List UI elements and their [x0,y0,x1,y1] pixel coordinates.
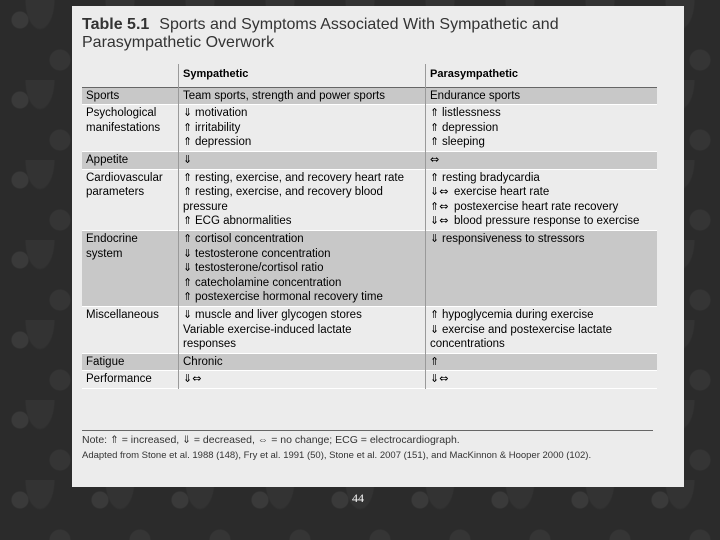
row-label-line: Endocrine [86,232,138,245]
table-title [82,16,672,52]
change-arrow-icon: ⇑ [183,170,193,184]
table-row [82,105,657,152]
change-arrow-icon: ⇓ [430,231,440,245]
row-label-line: Fatigue [86,355,125,368]
sympathetic-text: depression [195,136,252,149]
sympathetic-line [183,308,421,323]
parasympathetic-line [430,135,653,150]
parasympathetic-text: listlessness [442,107,501,120]
parasympathetic-text: responsiveness to stressors [442,232,585,245]
parasympathetic-line [430,214,653,229]
parasympathetic-line [430,185,653,200]
parasympathetic-cell [426,151,658,169]
parasympathetic-line [430,153,653,168]
parasympathetic-cell [426,306,658,353]
table-row [82,169,657,230]
change-arrow-icon: ⇑ [430,106,440,120]
change-arrow-icon: ⇔ [430,152,440,166]
parasympathetic-text: sleeping [442,136,485,149]
sympathetic-line [183,185,421,200]
sympathetic-line [183,372,421,387]
table-row [82,230,657,306]
change-arrow-icon: ⇓⇔ [430,372,449,386]
parasympathetic-cell [426,169,658,230]
parasympathetic-line [430,232,653,247]
source-citation: Adapted from Stone et al. 1988 (148), Fry et al. 1991 (50), Stone et al. 2007 (151), and MacKinnon & Hooper 2000 (102). [82,450,592,461]
header-parasympathetic: Parasympathetic [430,68,519,80]
change-arrow-icon: ⇑ [183,290,193,304]
sympathetic-line [183,290,421,305]
row-label [82,371,179,389]
change-arrow-icon: ⇓⇔ [430,185,449,199]
parasympathetic-cell [426,105,658,152]
parasympathetic-cell [426,371,658,389]
table-header-row [82,64,657,87]
sympathetic-line [183,276,421,291]
change-arrow-icon: ⇑ [183,214,193,228]
row-label [82,230,179,306]
row-label [82,105,179,152]
parasympathetic-line [430,323,653,338]
change-arrow-icon: ⇑ [183,275,193,289]
table-row [82,306,657,353]
row-label [82,306,179,353]
sympathetic-line [183,337,421,352]
parasympathetic-text: concentrations [430,338,505,351]
sympathetic-text: motivation [195,107,248,120]
sympathetic-cell [179,230,426,306]
sympathetic-text: muscle and liver glycogen stores [195,308,362,321]
parasympathetic-line [430,171,653,186]
sympathetic-cell [179,353,426,371]
change-arrow-icon: ⇑⇔ [430,199,449,213]
change-arrow-icon: ⇓⇔ [430,214,449,228]
row-label-line: Appetite [86,153,129,166]
row-label-line: Cardiovascular [86,171,163,184]
sympathetic-line [183,135,421,150]
change-arrow-icon: ⇑ [183,135,193,149]
parasympathetic-line [430,337,653,352]
parasympathetic-text: hypoglycemia during exercise [442,308,594,321]
row-label-line: Performance [86,373,152,386]
sympathetic-text: testosterone concentration [195,247,331,260]
change-arrow-icon: ⇑ [183,231,193,245]
row-label-line: parameters [86,186,145,199]
sympathetic-cell [179,306,426,353]
parasympathetic-line [430,308,653,323]
change-arrow-icon: ⇑ [430,135,440,149]
sympathetic-line [183,261,421,276]
sympathetic-cell [179,169,426,230]
change-arrow-icon: ⇑ [430,307,440,321]
sympathetic-text: cortisol concentration [195,232,304,245]
parasympathetic-line [430,355,653,370]
change-arrow-icon: ⇓ [183,152,193,166]
parasympathetic-text: Endurance sports [430,89,521,102]
parasympathetic-line [430,89,653,104]
table-caption: Sports and Symptoms Associated With Sympathetic and Parasympathetic Overwork [82,16,559,51]
parasympathetic-text: depression [442,121,499,134]
row-label-line: Sports [86,89,120,102]
change-arrow-icon: ⇑ [430,120,440,134]
parasympathetic-text: resting bradycardia [442,171,540,184]
row-label [82,87,179,105]
parasympathetic-line [430,200,653,215]
parasympathetic-cell [426,87,658,105]
table-note: Note: ⇑ = increased, ⇓ = decreased, ⇔ = no change; ECG = electrocardiograph. [82,430,653,446]
row-label-line: Miscellaneous [86,308,159,321]
sympathetic-text: irritability [195,121,241,134]
sympathetic-line [183,323,421,338]
row-label [82,151,179,169]
change-arrow-icon: ⇓ [183,106,193,120]
sympathetic-text: postexercise hormonal recovery time [195,291,383,304]
sympathetic-line [183,106,421,121]
sympathetic-line [183,214,421,229]
parasympathetic-cell [426,353,658,371]
row-label-line: manifestations [86,121,161,134]
parasympathetic-text: postexercise heart rate recovery [454,200,619,213]
change-arrow-icon: ⇓ [183,307,193,321]
sympathetic-cell [179,371,426,389]
parasympathetic-line [430,121,653,136]
sympathetic-line [183,355,421,370]
sympathetic-line [183,121,421,136]
change-arrow-icon: ⇓ [183,261,193,275]
table-row [82,151,657,169]
sympathetic-line [183,247,421,262]
change-arrow-icon: ⇑ [183,185,193,199]
sympathetic-line [183,171,421,186]
row-label-line: system [86,247,123,260]
sympathetic-text: testosterone/cortisol ratio [195,262,324,275]
sympathetic-text: pressure [183,200,228,213]
sympathetic-cell [179,151,426,169]
page-number: 44 [352,491,364,505]
sympathetic-text: Team sports, strength and power sports [183,89,385,102]
sympathetic-text: resting, exercise, and recovery heart rate [195,171,405,184]
parasympathetic-line [430,106,653,121]
sympathetic-text: Variable exercise-induced lactate [183,323,352,336]
change-arrow-icon: ⇓ [183,246,193,260]
parasympathetic-text: blood pressure response to exercise [454,215,640,228]
sympathetic-line [183,153,421,168]
row-label [82,353,179,371]
sympathetic-line [183,89,421,104]
sympathetic-line [183,200,421,215]
sympathetic-text: responses [183,338,237,351]
row-label [82,169,179,230]
change-arrow-icon: ⇑ [430,354,440,368]
parasympathetic-text: exercise and postexercise lactate [442,323,613,336]
sympathetic-text: Chronic [183,355,223,368]
sympathetic-text: catecholamine concentration [195,276,342,289]
parasympathetic-text: exercise heart rate [454,186,550,199]
sympathetic-cell [179,105,426,152]
parasympathetic-line [430,372,653,387]
change-arrow-icon: ⇑ [430,170,440,184]
sympathetic-text: resting, exercise, and recovery blood [195,186,383,199]
sympathetic-text: ECG abnormalities [195,215,292,228]
change-arrow-icon: ⇑ [183,120,193,134]
change-arrow-icon: ⇓⇔ [183,372,202,386]
header-empty [82,64,179,87]
sympathetic-cell [179,87,426,105]
table-row [82,353,657,371]
table-row [82,371,657,389]
table-row [82,87,657,105]
table-number: Table 5.1 [82,16,150,33]
sympathetic-line [183,232,421,247]
header-sympathetic: Sympathetic [179,64,426,87]
symptoms-table [82,64,657,389]
change-arrow-icon: ⇓ [430,322,440,336]
row-label-line: Psychological [86,107,157,120]
parasympathetic-cell [426,230,658,306]
